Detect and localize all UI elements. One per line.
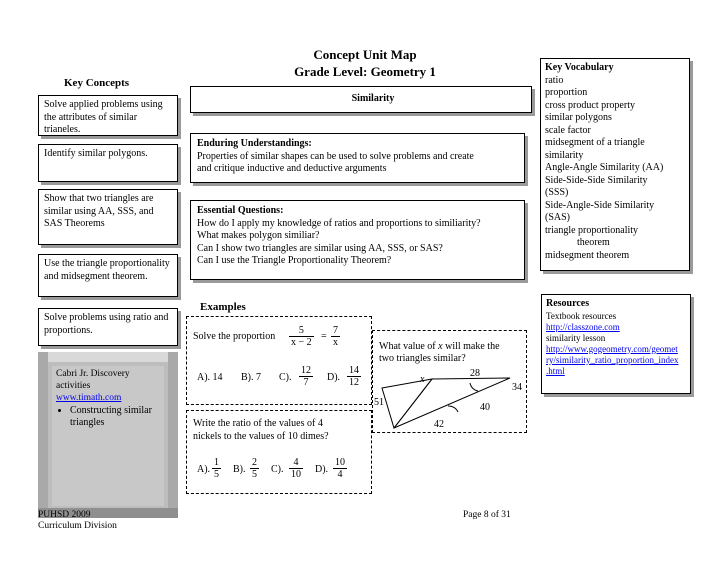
ex2-d-fraction [333,457,347,480]
ex2-c-num: 4 [289,457,303,469]
ex2-a-den: 5 [214,469,219,480]
ex3-prompt-part-a: What value of [379,341,439,352]
label-42: 42 [434,419,444,430]
gogeometry-link-2[interactable]: ry/similarity_ratio_proportion_index [546,354,679,365]
ex1-c-fraction [299,365,313,388]
topic-label: Similarity [351,93,395,104]
ex2-c-fraction [289,457,303,480]
ex2-b-den: 5 [252,469,257,480]
ex2-prompt-line-2: nickels to the values of 10 dimes? [193,431,329,442]
ex2-c-den: 10 [291,469,301,480]
vocab-term: midsegment of a triangle [545,137,645,148]
angle-mark-lower [448,406,458,412]
large-triangle [394,378,510,428]
example-1-box [186,316,372,405]
ex2-b-num: 2 [252,457,257,468]
ex1-choice-b: B). 7 [241,372,261,383]
vocab-term: (SAS) [545,212,571,223]
vocab-term: similarity [545,149,584,161]
ex1-rhs-fraction [331,325,340,348]
ex2-d-num: 10 [335,457,345,468]
gogeometry-link-1[interactable]: http://www.gogeometry.com/geomet [546,343,678,354]
ex1-d-fraction [347,365,361,388]
essential-question-3: Can I show two triangles are similar using AA, SSS, or SAS? [197,242,443,254]
cabri-bevel-left [38,352,48,518]
resources-box [541,294,691,394]
key-concept-4: Use the triangle proportionality and midsegment theorem. [38,254,178,297]
ex1-d-num: 14 [349,365,359,376]
label-28: 28 [470,368,480,379]
ex2-choice-d: D). [315,464,329,475]
vocab-term: scale factor [545,124,591,136]
resources-line-1: Textbook resources [546,310,617,321]
ex1-prompt: Solve the proportion [193,331,276,342]
ex3-prompt-line-2: two triangles similar? [379,353,466,364]
ex2-b-fraction [250,457,259,480]
enduring-heading: Enduring Understandings: [197,138,312,149]
enduring-understandings-box [190,133,525,183]
ex1-d-den: 12 [349,377,359,388]
ex1-choice-a: A). 14 [197,372,223,383]
vocab-term: similar polygons [545,112,612,123]
ex2-choice-b: B). [233,464,246,475]
ex2-choice-a: A). [197,464,211,475]
label-40: 40 [480,402,490,413]
cabri-bevel-top [38,352,178,362]
ex1-c-den: 7 [303,377,309,388]
label-x: x [420,374,425,385]
vocabulary-heading: Key Vocabulary [545,62,614,73]
ex1-choice-c: C). [279,372,292,383]
footer-org-line-1: PUHSD 2009 [38,510,91,520]
resources-heading: Resources [546,298,590,309]
essential-question-2: What makes polygon similiar? [197,230,320,241]
key-vocabulary-box [540,58,690,271]
cabri-frame [38,352,178,518]
example-2-box [186,410,372,494]
key-concept-3: Show that two triangles are similar using AA, SSS, and SAS Theorems [38,189,178,245]
footer-org-line-2: Curriculum Division [38,521,117,531]
vocab-term: midsegment theorem [545,249,630,261]
ex2-a-num: 1 [214,457,219,468]
label-34: 34 [512,382,522,393]
footer-page-number: Page 8 of 31 [463,510,511,520]
vocab-term: Side-Angle-Side Similarity [545,199,655,211]
classzone-link[interactable]: http://classzone.com [546,321,620,332]
ex1-lhs-den: x − 2 [291,337,312,348]
vocab-term: theorem [577,237,610,248]
timath-link[interactable]: www.timath.com [56,393,122,403]
resources-line-2: similarity lesson [546,332,606,343]
vocab-term: Angle-Angle Similarity (AA) [545,162,664,173]
ex1-choice-d: D). [327,372,341,383]
ex3-prompt-line-1 [379,341,500,354]
ex2-a-fraction [212,457,221,480]
examples-heading: Examples [200,301,246,313]
angle-mark-upper [470,383,478,391]
key-concept-5: Solve problems using ratio and proportions. [38,308,178,346]
ex1-equals: = [321,331,327,342]
label-51: 51 [374,397,384,408]
essential-question-1: How do I apply my knowledge of ratios and proportions to similiarity? [197,217,481,229]
topic-box [190,86,532,113]
enduring-line-2: and critique inductive and deductive arguments [197,163,387,174]
key-concept-2: Identify similar polygons. [38,144,178,182]
ex2-d-den: 4 [337,469,343,480]
ex1-rhs-num: 7 [333,325,338,336]
cabri-inner [52,366,164,506]
document-title: Concept Unit Map [313,47,417,62]
ex3-prompt-var: x [438,341,443,352]
essential-question-4: Can I use the Triangle Proportionality Theorem? [197,255,392,266]
small-triangle [382,379,432,428]
similar-triangles-figure [372,360,532,435]
ex1-lhs-num: 5 [289,325,314,337]
ex1-lhs-fraction [289,325,314,348]
ex3-prompt-part-b: will make the [442,341,500,352]
enduring-line-1: Properties of similar shapes can be used to solve problems and create [197,150,474,162]
grade-level: Grade Level: Geometry 1 [294,64,436,79]
vocab-term: (SSS) [545,187,569,198]
cabri-title: Cabri Jr. Discovery activities [56,369,130,391]
vocab-term: cross product property [545,99,635,111]
cabri-bevel-right [168,352,178,518]
gogeometry-link-3[interactable]: .html [546,365,565,376]
essential-heading: Essential Questions: [197,205,284,216]
essential-questions-box [190,200,525,280]
ex2-prompt-line-1: Write the ratio of the values of 4 [193,418,323,429]
cabri-bullet: • Constructing similar triangles [70,405,160,429]
ex1-c-num: 12 [301,365,311,376]
vocab-term: ratio [545,74,564,86]
ex1-rhs-den: x [333,337,338,348]
key-concepts-heading: Key Concepts [64,77,130,89]
vocab-term: proportion [545,87,588,98]
vocab-term: Side-Side-Side Similarity [545,174,648,186]
ex2-choice-c: C). [271,464,284,475]
vocab-term: triangle proportionality [545,224,639,236]
key-concept-1: Solve applied problems using the attributes of similar trianeles. [38,95,178,136]
